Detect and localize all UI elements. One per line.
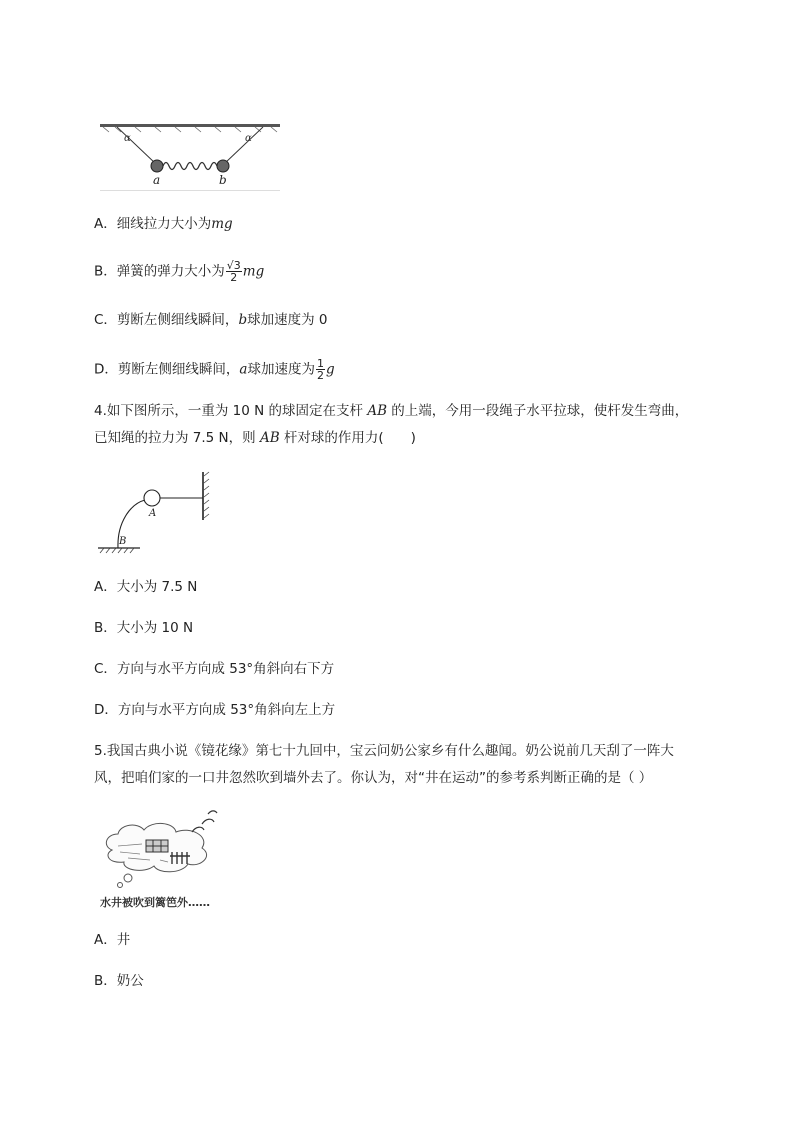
option-prefix: C． bbox=[94, 312, 117, 328]
ball-a-label: a bbox=[153, 173, 161, 187]
ball-b bbox=[217, 160, 229, 172]
q4-option-d bbox=[94, 700, 335, 720]
spring bbox=[163, 163, 221, 170]
q3-option-d bbox=[94, 358, 335, 381]
fraction bbox=[316, 358, 325, 381]
cloud-bubble-large bbox=[124, 874, 132, 882]
option-prefix: A． bbox=[94, 932, 117, 948]
angle-left-label: α bbox=[124, 133, 131, 144]
well bbox=[146, 840, 168, 852]
cloud-bubble-small bbox=[118, 883, 123, 888]
option-prefix: A． bbox=[94, 579, 117, 595]
option-prefix: B． bbox=[94, 263, 117, 280]
option-text: 球加速度为 0 bbox=[247, 312, 328, 328]
ball-a bbox=[151, 160, 163, 172]
q4-option-c bbox=[94, 659, 334, 679]
ball bbox=[144, 490, 160, 506]
wall-hatch bbox=[204, 472, 209, 518]
q5-stem-line-1: 5.我国古典小说《镜花缘》第七十九回中，宝云问奶公家乡有什么趣闻。奶公说前几天刮了一阵大 bbox=[94, 743, 674, 759]
ground-hatch bbox=[100, 548, 134, 553]
fraction bbox=[226, 260, 242, 283]
option-prefix: A． bbox=[94, 216, 117, 232]
math-variable: b bbox=[238, 312, 248, 328]
math-expression: g bbox=[325, 361, 335, 378]
math-expression: mg bbox=[211, 216, 233, 232]
q4-stem-line-2 bbox=[94, 425, 714, 452]
left-thread bbox=[117, 127, 156, 164]
option-text: 剪断左侧细线瞬间， bbox=[116, 312, 239, 328]
option-text: 方向与水平方向成 53°角斜向左上方 bbox=[117, 702, 336, 718]
math-variable: a bbox=[239, 361, 248, 378]
spring-balls-figure bbox=[95, 118, 285, 193]
q3-option-a bbox=[94, 214, 233, 234]
q5-stem-line-2: 风，把咱们家的一口井忽然吹到墙外去了。你认为，对“井在运动”的参考系判断正确的是（ ） bbox=[94, 770, 653, 786]
fraction-numerator: √3 bbox=[226, 259, 241, 272]
option-prefix: B． bbox=[94, 973, 117, 989]
q3-option-c bbox=[94, 310, 327, 330]
bent-rod-figure bbox=[95, 468, 220, 558]
math-variable: AB bbox=[367, 403, 387, 419]
option-text: 弹簧的弹力大小为 bbox=[116, 263, 225, 280]
option-prefix: B． bbox=[94, 620, 117, 636]
well-cloud-figure bbox=[98, 806, 228, 894]
fraction-denominator: 2 bbox=[230, 271, 238, 284]
q5-stem bbox=[94, 738, 714, 792]
option-prefix: D． bbox=[94, 702, 118, 718]
angle-right-label: α bbox=[245, 133, 252, 144]
math-variable: AB bbox=[259, 430, 280, 446]
stem-text: 已知绳的拉力为 7.5 N，则 bbox=[94, 430, 260, 446]
q5-option-a bbox=[94, 930, 130, 950]
figure-caption: 水井被吹到篱笆外…… bbox=[100, 896, 210, 909]
ceiling-hatch bbox=[103, 127, 277, 132]
option-text: 井 bbox=[116, 932, 131, 948]
q5-option-b bbox=[94, 971, 144, 991]
option-text: 奶公 bbox=[116, 973, 144, 989]
q4-option-b bbox=[94, 618, 193, 638]
fraction-denominator: 2 bbox=[316, 369, 324, 382]
label-b: B bbox=[119, 536, 127, 547]
ceiling-bar bbox=[100, 124, 280, 127]
ball-b-label: b bbox=[219, 173, 227, 187]
q4-stem bbox=[94, 398, 714, 452]
math-expression: mg bbox=[242, 263, 265, 280]
option-text: 大小为 7.5 N bbox=[116, 579, 198, 595]
label-a: A bbox=[149, 508, 157, 519]
fraction-numerator: 1 bbox=[316, 357, 324, 370]
q4-option-a bbox=[94, 577, 197, 597]
option-text: 细线拉力大小为 bbox=[116, 216, 212, 232]
option-text: 大小为 10 N bbox=[116, 620, 194, 636]
option-prefix: C． bbox=[94, 661, 117, 677]
stem-text: 4.如下图所示，一重为 10 N 的球固定在支杆 bbox=[94, 403, 368, 419]
right-thread bbox=[224, 127, 263, 164]
option-text: 剪断左侧细线瞬间， bbox=[117, 361, 240, 378]
option-text: 方向与水平方向成 53°角斜向右下方 bbox=[116, 661, 335, 677]
option-text: 球加速度为 bbox=[247, 361, 315, 378]
q3-option-b bbox=[94, 260, 264, 283]
stem-text: 的上端，今用一段绳子水平拉球，使杆发生弯曲， bbox=[387, 403, 689, 419]
wind-swirl bbox=[192, 811, 217, 832]
q4-stem-line-1 bbox=[94, 398, 714, 425]
stem-text: 杆对球的作用力( ) bbox=[279, 430, 416, 446]
option-prefix: D． bbox=[94, 361, 118, 378]
